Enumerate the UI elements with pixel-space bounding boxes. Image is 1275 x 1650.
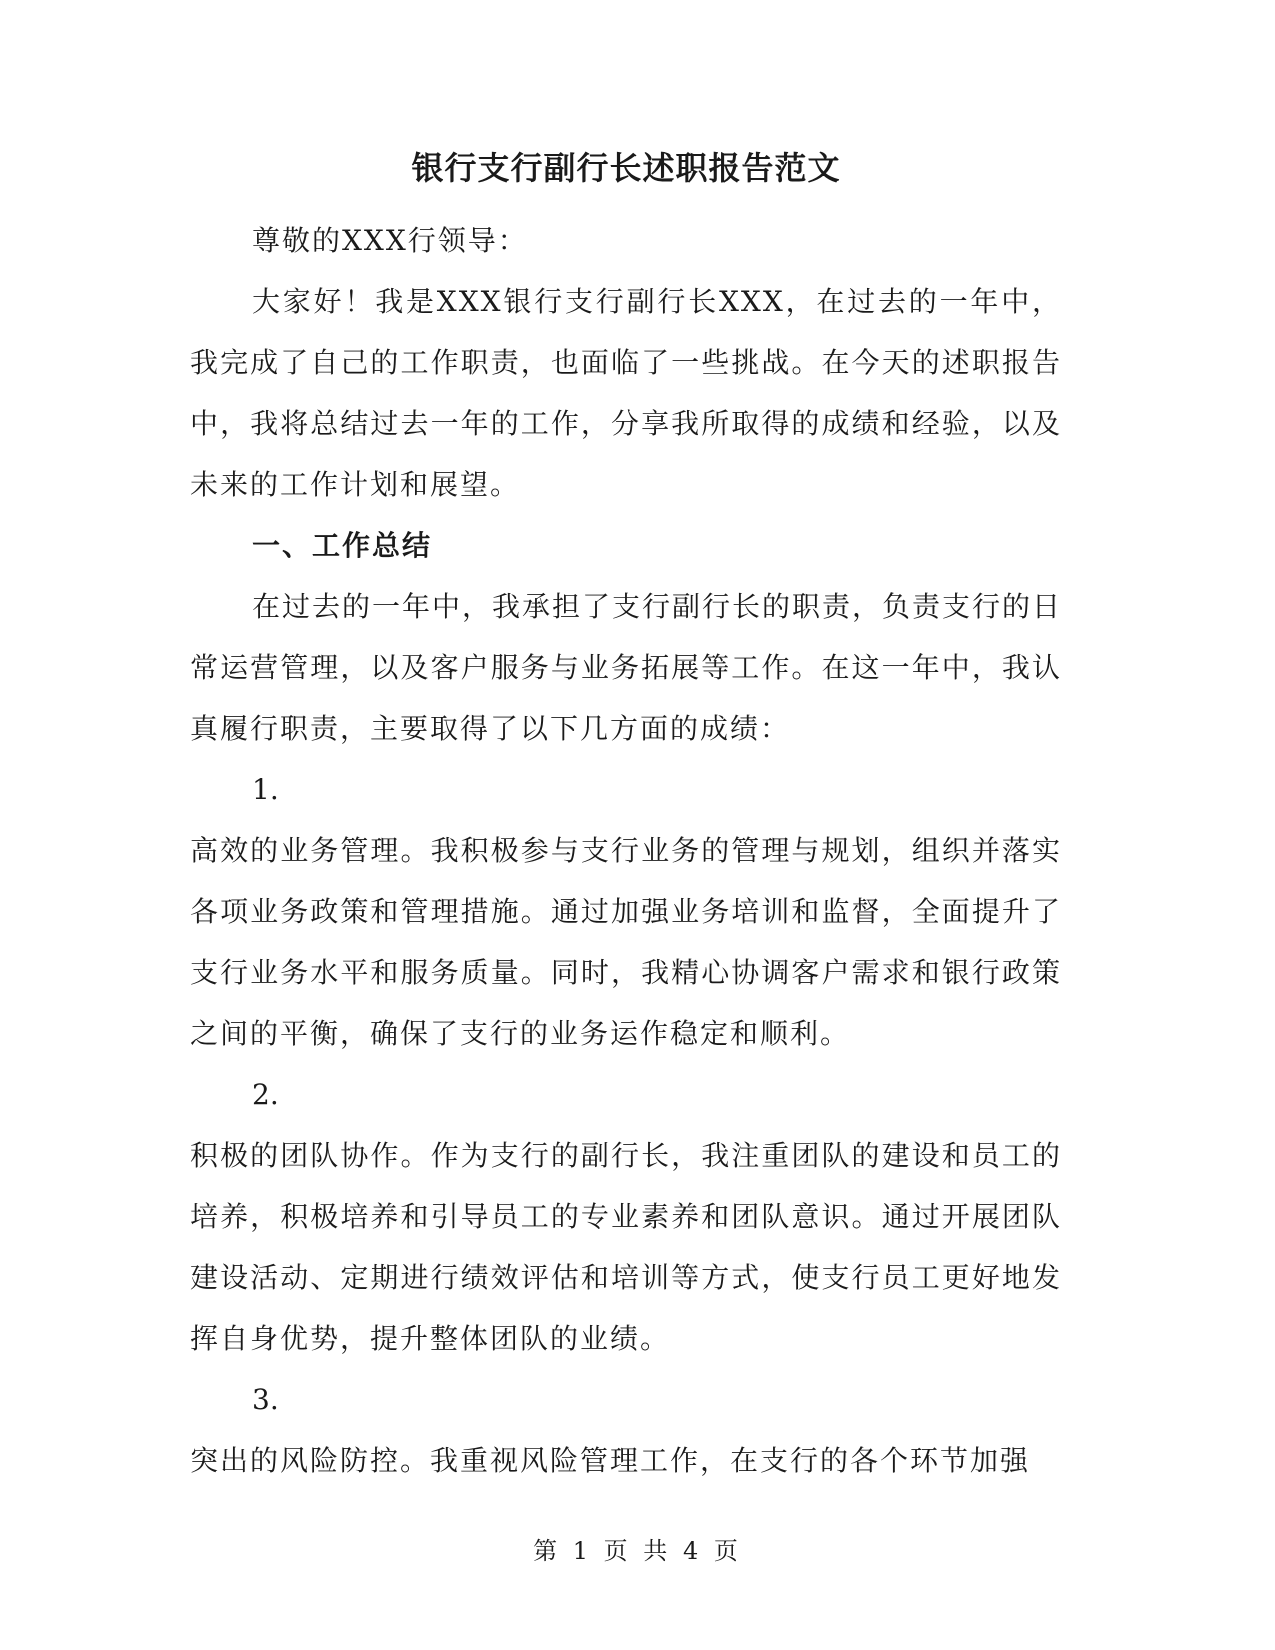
document-title: 银行支行副行长述职报告范文	[411, 149, 841, 187]
salutation: 尊敬的XXX行领导：	[252, 224, 528, 257]
list-item-number: 3.	[252, 1383, 279, 1416]
list-item-number: 1.	[252, 773, 279, 806]
list-item-text: 高效的业务管理。我积极参与支行业务的管理与规划，组织并落实各项业务政策和管理措施。通过加强业务培训和监督，全面提升了支行业务水平和服务质量。同时，我精心协调客户需求和银行政策之间的平衡，确保了支行的业务运作稳定和顺利。	[190, 834, 1062, 1050]
document-body	[190, 148, 1062, 1491]
section-heading: 一、工作总结	[252, 529, 433, 562]
list-item-text: 积极的团队协作。作为支行的副行长，我注重团队的建设和员工的培养，积极培养和引导员工的专业素养和团队意识。通过开展团队建设活动、定期进行绩效评估和培训等方式，使支行员工更好地发挥自身优势，提升整体团队的业绩。	[190, 1139, 1062, 1355]
list-item-text: 突出的风险防控。我重视风险管理工作，在支行的各个环节加强	[190, 1444, 1031, 1477]
list-item-number: 2.	[252, 1078, 279, 1111]
page-footer: 第 1 页 共 4 页	[533, 1537, 742, 1565]
intro-paragraph: 大家好！我是XXX银行支行副行长XXX，在过去的一年中，我完成了自己的工作职责，也面临了一些挑战。在今天的述职报告中，我将总结过去一年的工作，分享我所取得的成绩和经验，以及未来的工作计划和展望。	[190, 285, 1062, 501]
section-intro-paragraph: 在过去的一年中，我承担了支行副行长的职责，负责支行的日常运营管理，以及客户服务与业务拓展等工作。在这一年中，我认真履行职责，主要取得了以下几方面的成绩：	[190, 590, 1063, 745]
